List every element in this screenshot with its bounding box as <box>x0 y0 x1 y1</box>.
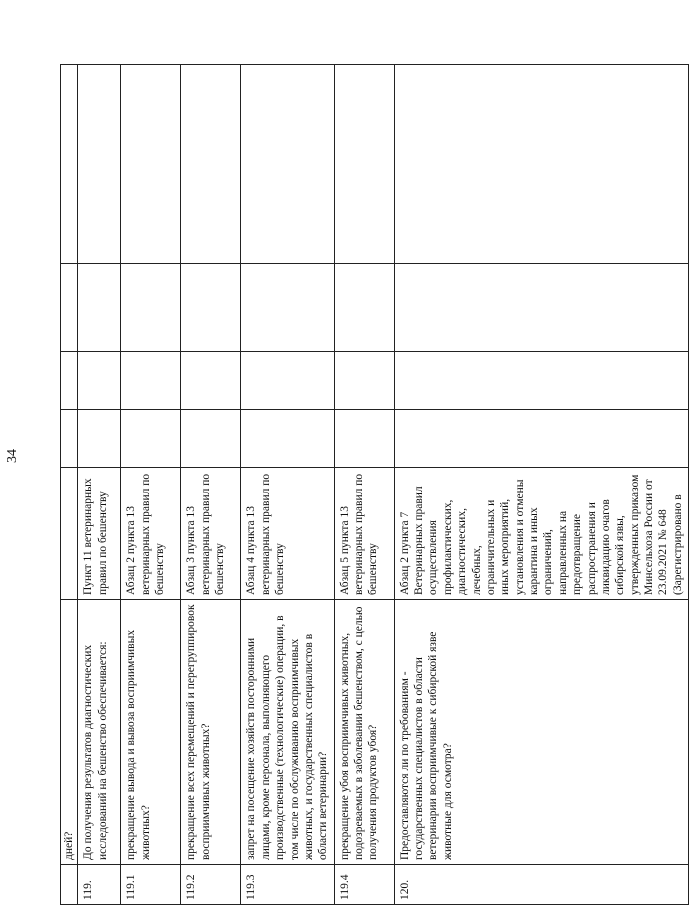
rotated-table-container <box>60 65 684 905</box>
table-row <box>394 65 689 905</box>
answer-na-cell <box>181 264 241 352</box>
table-row <box>78 65 121 905</box>
row-number: 119.2 <box>181 865 241 905</box>
row-number: 120. <box>394 865 689 905</box>
table-row <box>241 65 334 905</box>
checklist-table <box>60 64 689 905</box>
answer-na-cell <box>334 264 394 352</box>
question-cell: До получения результатов диагностических исследований на бешенство обеспечивается: <box>78 600 121 865</box>
row-number: 119.3 <box>241 865 334 905</box>
row-number: 119.4 <box>334 865 394 905</box>
answer-yes-cell <box>121 410 181 468</box>
answer-yes-cell <box>394 410 689 468</box>
note-cell <box>241 65 334 264</box>
table-cell <box>61 264 78 352</box>
table-cell <box>61 352 78 410</box>
table-cell <box>61 865 78 905</box>
answer-yes-cell <box>78 410 121 468</box>
answer-no-cell <box>78 352 121 410</box>
row-number: 119. <box>78 865 121 905</box>
reference-cell: Абзац 5 пункта 13 ветеринарных правил по бешенству <box>334 468 394 600</box>
answer-yes-cell <box>181 410 241 468</box>
note-cell <box>394 65 689 264</box>
answer-no-cell <box>394 352 689 410</box>
table-row <box>334 65 394 905</box>
question-cell: Предоставляются ли по требованиям - государственных специалистов в области ветеринарии восприимчивые к сибирской язве животные для осмотра? <box>394 600 689 865</box>
question-cell: прекращение всех перемещений и перегруппировок восприимчивых животных? <box>181 600 241 865</box>
note-cell <box>334 65 394 264</box>
answer-yes-cell <box>241 410 334 468</box>
table-cell <box>61 410 78 468</box>
note-cell <box>181 65 241 264</box>
question-cell: прекращение убоя восприимчивых животных, подозреваемых в заболевании бешенством, с целью получения продуктов убоя? <box>334 600 394 865</box>
row-number: 119.1 <box>121 865 181 905</box>
answer-no-cell <box>181 352 241 410</box>
answer-no-cell <box>121 352 181 410</box>
table-cell: дней? <box>61 600 78 865</box>
note-cell <box>121 65 181 264</box>
table-cell <box>61 468 78 600</box>
reference-cell: Абзац 3 пункта 13 ветеринарных правил по бешенству <box>181 468 241 600</box>
table-cell <box>61 65 78 264</box>
page-number: 34 <box>5 449 20 463</box>
answer-no-cell <box>241 352 334 410</box>
reference-cell: Абзац 2 пункта 13 ветеринарных правил по бешенству <box>121 468 181 600</box>
question-cell: прекращение вывода и вывоза восприимчивых животных? <box>121 600 181 865</box>
table-row <box>61 65 78 905</box>
reference-cell: Абзац 4 пункта 13 ветеринарных правил по бешенству <box>241 468 334 600</box>
answer-na-cell <box>78 264 121 352</box>
answer-yes-cell <box>334 410 394 468</box>
reference-cell: Абзац 2 пункта 7 Ветеринарных правил осуществления профилактических, диагностических, лечебных, ограничительных и иных мероприятий, установления и отмены карантина и иных ограничений, направленных на предотвращение распространения и ликвидацию очагов сибирской язвы, утвержденных приказом Минсельхоза России от 23.09.2021 № 648 (Зарегистрировано в <box>394 468 689 600</box>
answer-na-cell <box>241 264 334 352</box>
answer-no-cell <box>334 352 394 410</box>
answer-na-cell <box>121 264 181 352</box>
question-cell: запрет на посещение хозяйств посторонними лицами, кроме персонала, выполняющего производственные (технологические) операции, в том числе по обслуживанию восприимчивых животных, и государственных специалистов в области ветеринарии? <box>241 600 334 865</box>
note-cell <box>78 65 121 264</box>
reference-cell: Пункт 11 ветеринарных правил по бешенству <box>78 468 121 600</box>
table-row <box>181 65 241 905</box>
answer-na-cell <box>394 264 689 352</box>
table-row <box>121 65 181 905</box>
